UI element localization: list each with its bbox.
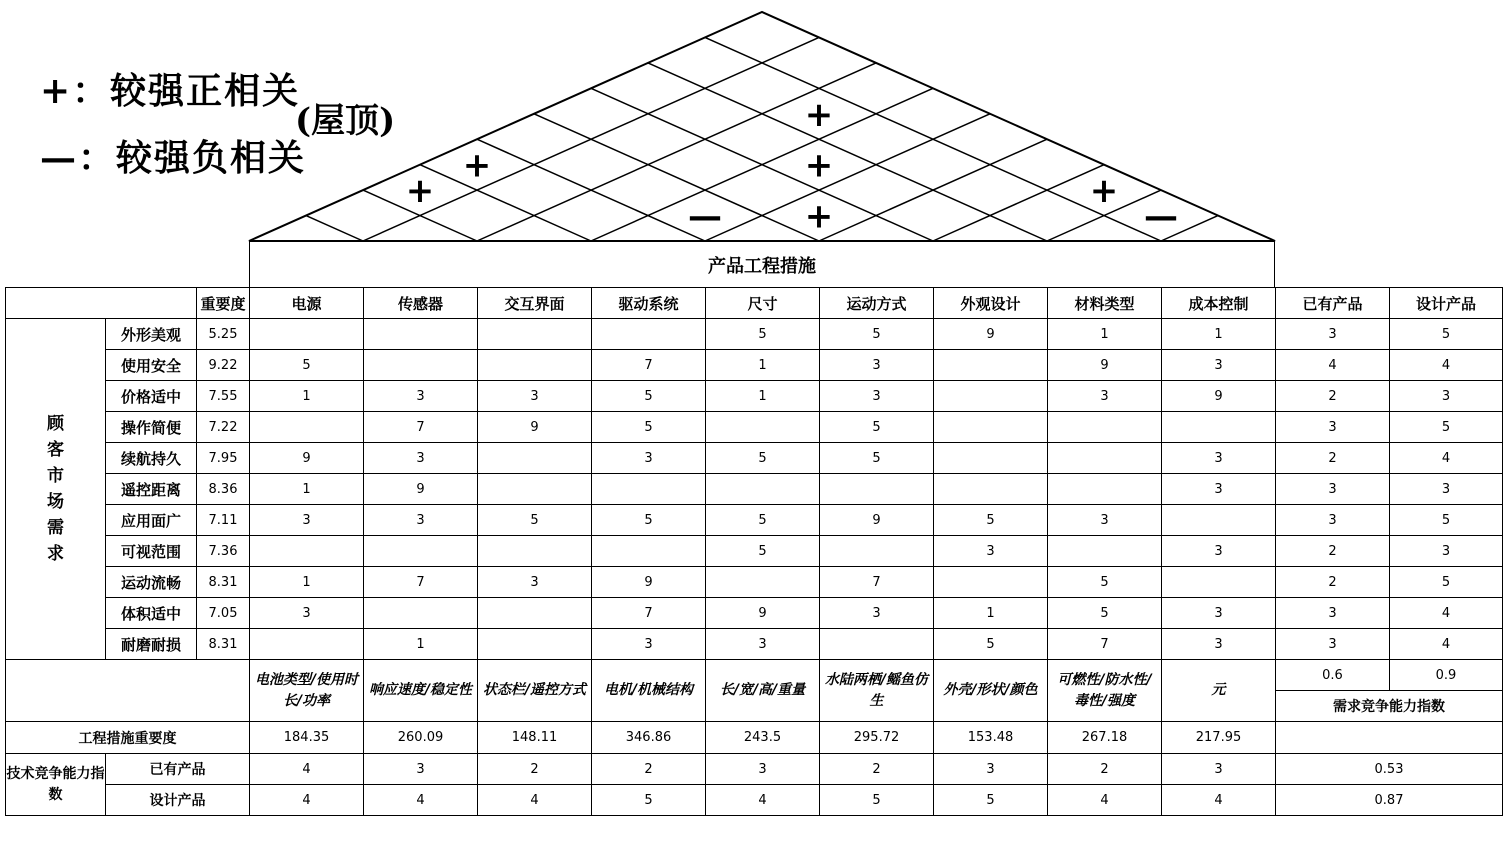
relation-cell — [934, 381, 1048, 412]
existing-rating: 4 — [1276, 350, 1390, 381]
designed-rating: 4 — [1390, 443, 1503, 474]
importance-value: 267.18 — [1048, 722, 1162, 754]
tech-value: 4 — [1048, 785, 1162, 816]
requirement-group-label — [6, 319, 106, 660]
group-label-char: 客 — [47, 440, 64, 460]
relation-cell: 7 — [820, 567, 934, 598]
relation-cell — [478, 319, 592, 350]
relation-cell: 3 — [1162, 350, 1276, 381]
roof-correlation-mark: + — [804, 145, 834, 186]
relation-cell: 7 — [592, 350, 706, 381]
relation-cell: 5 — [592, 505, 706, 536]
requirement-weight: 7.55 — [197, 381, 250, 412]
relation-cell: 3 — [820, 350, 934, 381]
relation-cell — [250, 536, 364, 567]
header-measure: 交互界面 — [478, 288, 592, 319]
requirement-name: 续航持久 — [106, 443, 197, 474]
requirement-weight: 7.36 — [197, 536, 250, 567]
relation-cell: 1 — [706, 381, 820, 412]
roof-grid-line — [534, 114, 819, 241]
relation-cell: 5 — [934, 629, 1048, 660]
relation-cell: 3 — [250, 598, 364, 629]
page-title: 产品工程措施 — [249, 241, 1275, 287]
relation-cell — [364, 319, 478, 350]
importance-value: 148.11 — [478, 722, 592, 754]
relation-cell: 3 — [706, 629, 820, 660]
spec-label-blank — [6, 660, 250, 722]
legend-plus: +：较强正相关 — [40, 70, 301, 112]
relation-cell — [820, 474, 934, 505]
spec-cell: 可燃性/防水性/毒性/强度 — [1048, 660, 1162, 722]
designed-rating: 5 — [1390, 319, 1503, 350]
relation-cell — [364, 536, 478, 567]
relation-cell: 5 — [478, 505, 592, 536]
group-label-char: 需 — [47, 518, 64, 538]
relation-cell: 3 — [1162, 536, 1276, 567]
relation-cell: 1 — [1048, 319, 1162, 350]
spec-cell: 水陆两栖/鳐鱼仿生 — [820, 660, 934, 722]
tech-value: 4 — [478, 785, 592, 816]
group-label-char: 顾 — [47, 414, 64, 434]
tech-value: 2 — [478, 754, 592, 785]
tech-value: 4 — [250, 754, 364, 785]
relation-cell: 3 — [1162, 474, 1276, 505]
tech-value: 3 — [1162, 754, 1276, 785]
relation-cell — [1048, 474, 1162, 505]
group-label-char: 场 — [47, 492, 64, 512]
relation-cell — [592, 319, 706, 350]
relation-cell: 9 — [1162, 381, 1276, 412]
roof-correlation-mark: + — [462, 145, 492, 186]
existing-rating: 2 — [1276, 536, 1390, 567]
requirement-name: 遥控距离 — [106, 474, 197, 505]
importance-value: 295.72 — [820, 722, 934, 754]
designed-rating: 3 — [1390, 474, 1503, 505]
correlation-roof — [0, 0, 1510, 245]
header-measure: 传感器 — [364, 288, 478, 319]
relation-cell: 7 — [364, 412, 478, 443]
relation-cell: 3 — [820, 381, 934, 412]
header-measure: 外观设计 — [934, 288, 1048, 319]
relation-cell: 5 — [706, 536, 820, 567]
header-measure: 尺寸 — [706, 288, 820, 319]
relation-cell — [934, 474, 1048, 505]
relation-cell: 9 — [706, 598, 820, 629]
relation-cell — [706, 567, 820, 598]
relation-cell: 5 — [820, 443, 934, 474]
roof-grid-line — [306, 216, 363, 241]
designed-rating: 4 — [1390, 598, 1503, 629]
relation-cell — [706, 474, 820, 505]
relation-cell — [478, 536, 592, 567]
relation-cell: 1 — [250, 567, 364, 598]
relation-cell: 3 — [592, 443, 706, 474]
relation-cell: 1 — [934, 598, 1048, 629]
header-measure: 运动方式 — [820, 288, 934, 319]
roof-outline — [249, 12, 1275, 241]
relation-cell — [1048, 536, 1162, 567]
relation-cell: 9 — [250, 443, 364, 474]
relation-cell: 3 — [478, 567, 592, 598]
tech-value: 5 — [592, 785, 706, 816]
requirement-name: 应用面广 — [106, 505, 197, 536]
requirement-name: 可视范围 — [106, 536, 197, 567]
designed-rating: 4 — [1390, 350, 1503, 381]
relation-cell — [478, 629, 592, 660]
relation-cell: 3 — [478, 381, 592, 412]
tech-value: 4 — [364, 785, 478, 816]
tech-value: 5 — [934, 785, 1048, 816]
header-measure: 成本控制 — [1162, 288, 1276, 319]
roof-correlation-mark: — — [1144, 196, 1178, 237]
relation-cell: 3 — [592, 629, 706, 660]
tech-value: 3 — [706, 754, 820, 785]
relation-cell — [364, 350, 478, 381]
relation-cell: 5 — [250, 350, 364, 381]
roof-correlation-mark: — — [688, 196, 722, 237]
tech-value: 3 — [934, 754, 1048, 785]
existing-rating: 3 — [1276, 319, 1390, 350]
importance-value: 184.35 — [250, 722, 364, 754]
roof-grid-line — [420, 165, 591, 241]
relation-cell: 3 — [1048, 505, 1162, 536]
relation-cell: 3 — [250, 505, 364, 536]
requirement-weight: 5.25 — [197, 319, 250, 350]
relation-cell: 5 — [592, 381, 706, 412]
existing-rating: 3 — [1276, 598, 1390, 629]
existing-rating: 2 — [1276, 381, 1390, 412]
relation-cell: 3 — [1162, 598, 1276, 629]
relation-cell — [478, 350, 592, 381]
existing-rating: 3 — [1276, 629, 1390, 660]
header-measure: 电源 — [250, 288, 364, 319]
relation-cell: 3 — [820, 598, 934, 629]
relation-cell — [478, 443, 592, 474]
relation-cell: 7 — [592, 598, 706, 629]
relation-cell — [934, 443, 1048, 474]
importance-value: 346.86 — [592, 722, 706, 754]
requirement-weight: 7.05 — [197, 598, 250, 629]
existing-rating: 3 — [1276, 474, 1390, 505]
spec-cell: 状态栏/遥控方式 — [478, 660, 592, 722]
requirement-name: 耐磨耐损 — [106, 629, 197, 660]
roof-correlation-mark: + — [804, 196, 834, 237]
demand-index-designed: 0.9 — [1390, 660, 1503, 691]
requirement-weight: 7.95 — [197, 443, 250, 474]
designed-rating: 5 — [1390, 567, 1503, 598]
relation-cell — [1048, 412, 1162, 443]
relation-cell: 5 — [1048, 598, 1162, 629]
relation-cell — [592, 474, 706, 505]
relation-cell: 1 — [250, 474, 364, 505]
roof-grid-line — [933, 165, 1104, 241]
tech-value: 4 — [706, 785, 820, 816]
existing-rating: 2 — [1276, 443, 1390, 474]
relation-cell: 5 — [934, 505, 1048, 536]
relation-cell: 9 — [934, 319, 1048, 350]
spec-cell: 响应速度/稳定性 — [364, 660, 478, 722]
header-blank — [6, 288, 197, 319]
relation-cell: 9 — [592, 567, 706, 598]
requirement-name: 价格适中 — [106, 381, 197, 412]
tech-row-name: 设计产品 — [106, 785, 250, 816]
group-label-char: 求 — [47, 544, 64, 564]
requirement-name: 使用安全 — [106, 350, 197, 381]
requirement-weight: 8.31 — [197, 629, 250, 660]
relation-cell: 5 — [706, 319, 820, 350]
relation-cell: 1 — [364, 629, 478, 660]
roof-correlation-mark: + — [1089, 171, 1119, 212]
relation-cell — [1162, 505, 1276, 536]
requirement-name: 操作简便 — [106, 412, 197, 443]
designed-rating: 5 — [1390, 412, 1503, 443]
relation-cell: 5 — [706, 505, 820, 536]
existing-rating: 3 — [1276, 412, 1390, 443]
requirement-weight: 8.31 — [197, 567, 250, 598]
designed-rating: 3 — [1390, 536, 1503, 567]
relation-cell — [934, 412, 1048, 443]
relation-cell — [820, 629, 934, 660]
roof-correlation-mark: + — [804, 94, 834, 135]
relation-cell: 3 — [1162, 629, 1276, 660]
roof-grid-line — [705, 114, 990, 241]
relation-cell: 9 — [478, 412, 592, 443]
tech-value: 4 — [1162, 785, 1276, 816]
relation-cell: 1 — [250, 381, 364, 412]
relation-cell: 5 — [592, 412, 706, 443]
relation-cell: 9 — [1048, 350, 1162, 381]
spec-cell: 长/宽/高/重量 — [706, 660, 820, 722]
legend-roof-note: (屋顶) — [295, 101, 396, 141]
demand-index-blank — [1276, 722, 1503, 754]
requirement-weight: 9.22 — [197, 350, 250, 381]
tech-value: 5 — [820, 785, 934, 816]
header-existing: 已有产品 — [1276, 288, 1390, 319]
relation-cell: 3 — [364, 443, 478, 474]
relation-cell: 5 — [820, 319, 934, 350]
relation-cell — [250, 629, 364, 660]
relation-cell: 1 — [1162, 319, 1276, 350]
tech-value: 2 — [820, 754, 934, 785]
designed-rating: 5 — [1390, 505, 1503, 536]
existing-rating: 3 — [1276, 505, 1390, 536]
relation-cell: 5 — [820, 412, 934, 443]
requirement-weight: 7.22 — [197, 412, 250, 443]
relation-cell: 3 — [1048, 381, 1162, 412]
relation-cell: 9 — [364, 474, 478, 505]
relation-cell: 3 — [364, 505, 478, 536]
relation-cell: 3 — [1162, 443, 1276, 474]
spec-cell: 电池类型/使用时长/功率 — [250, 660, 364, 722]
relation-cell — [592, 536, 706, 567]
relation-cell — [364, 598, 478, 629]
tech-value: 2 — [1048, 754, 1162, 785]
relation-cell — [250, 319, 364, 350]
relation-cell — [250, 412, 364, 443]
demand-index-label: 需求竞争能力指数 — [1276, 691, 1503, 722]
header-designed: 设计产品 — [1390, 288, 1503, 319]
tech-value: 3 — [364, 754, 478, 785]
tech-index-value: 0.87 — [1276, 785, 1503, 816]
existing-rating: 2 — [1276, 567, 1390, 598]
demand-index-existing: 0.6 — [1276, 660, 1390, 691]
designed-rating: 3 — [1390, 381, 1503, 412]
header-measure: 驱动系统 — [592, 288, 706, 319]
header-measure: 材料类型 — [1048, 288, 1162, 319]
group-label-char: 市 — [47, 466, 64, 486]
tech-index-value: 0.53 — [1276, 754, 1503, 785]
requirement-weight: 7.11 — [197, 505, 250, 536]
requirement-name: 运动流畅 — [106, 567, 197, 598]
importance-value: 243.5 — [706, 722, 820, 754]
relation-cell: 7 — [1048, 629, 1162, 660]
importance-value: 153.48 — [934, 722, 1048, 754]
relation-cell: 3 — [364, 381, 478, 412]
roof-correlation-mark: + — [405, 171, 435, 212]
relation-cell: 3 — [934, 536, 1048, 567]
spec-cell: 元 — [1162, 660, 1276, 722]
relation-cell — [934, 350, 1048, 381]
spec-cell: 外壳/形状/颜色 — [934, 660, 1048, 722]
tech-index-label: 技术竞争能力指数 — [6, 754, 106, 816]
legend-minus: —：较强负相关 — [40, 137, 307, 179]
tech-row-name: 已有产品 — [106, 754, 250, 785]
relation-cell: 5 — [1048, 567, 1162, 598]
relation-cell — [1162, 567, 1276, 598]
relation-cell — [478, 598, 592, 629]
relation-cell — [478, 474, 592, 505]
relation-cell: 9 — [820, 505, 934, 536]
importance-value: 260.09 — [364, 722, 478, 754]
tech-value: 2 — [592, 754, 706, 785]
relation-cell — [1162, 412, 1276, 443]
requirement-weight: 8.36 — [197, 474, 250, 505]
relation-cell: 1 — [706, 350, 820, 381]
relation-cell: 5 — [706, 443, 820, 474]
house-of-quality-table — [5, 287, 1503, 816]
header-importance: 重要度 — [197, 288, 250, 319]
relation-cell — [1048, 443, 1162, 474]
requirement-name: 体积适中 — [106, 598, 197, 629]
tech-value: 4 — [250, 785, 364, 816]
relation-cell — [934, 567, 1048, 598]
relation-cell — [706, 412, 820, 443]
requirement-name: 外形美观 — [106, 319, 197, 350]
designed-rating: 4 — [1390, 629, 1503, 660]
spec-cell: 电机/机械结构 — [592, 660, 706, 722]
importance-value: 217.95 — [1162, 722, 1276, 754]
relation-cell: 7 — [364, 567, 478, 598]
importance-row-label: 工程措施重要度 — [6, 722, 250, 754]
relation-cell — [820, 536, 934, 567]
